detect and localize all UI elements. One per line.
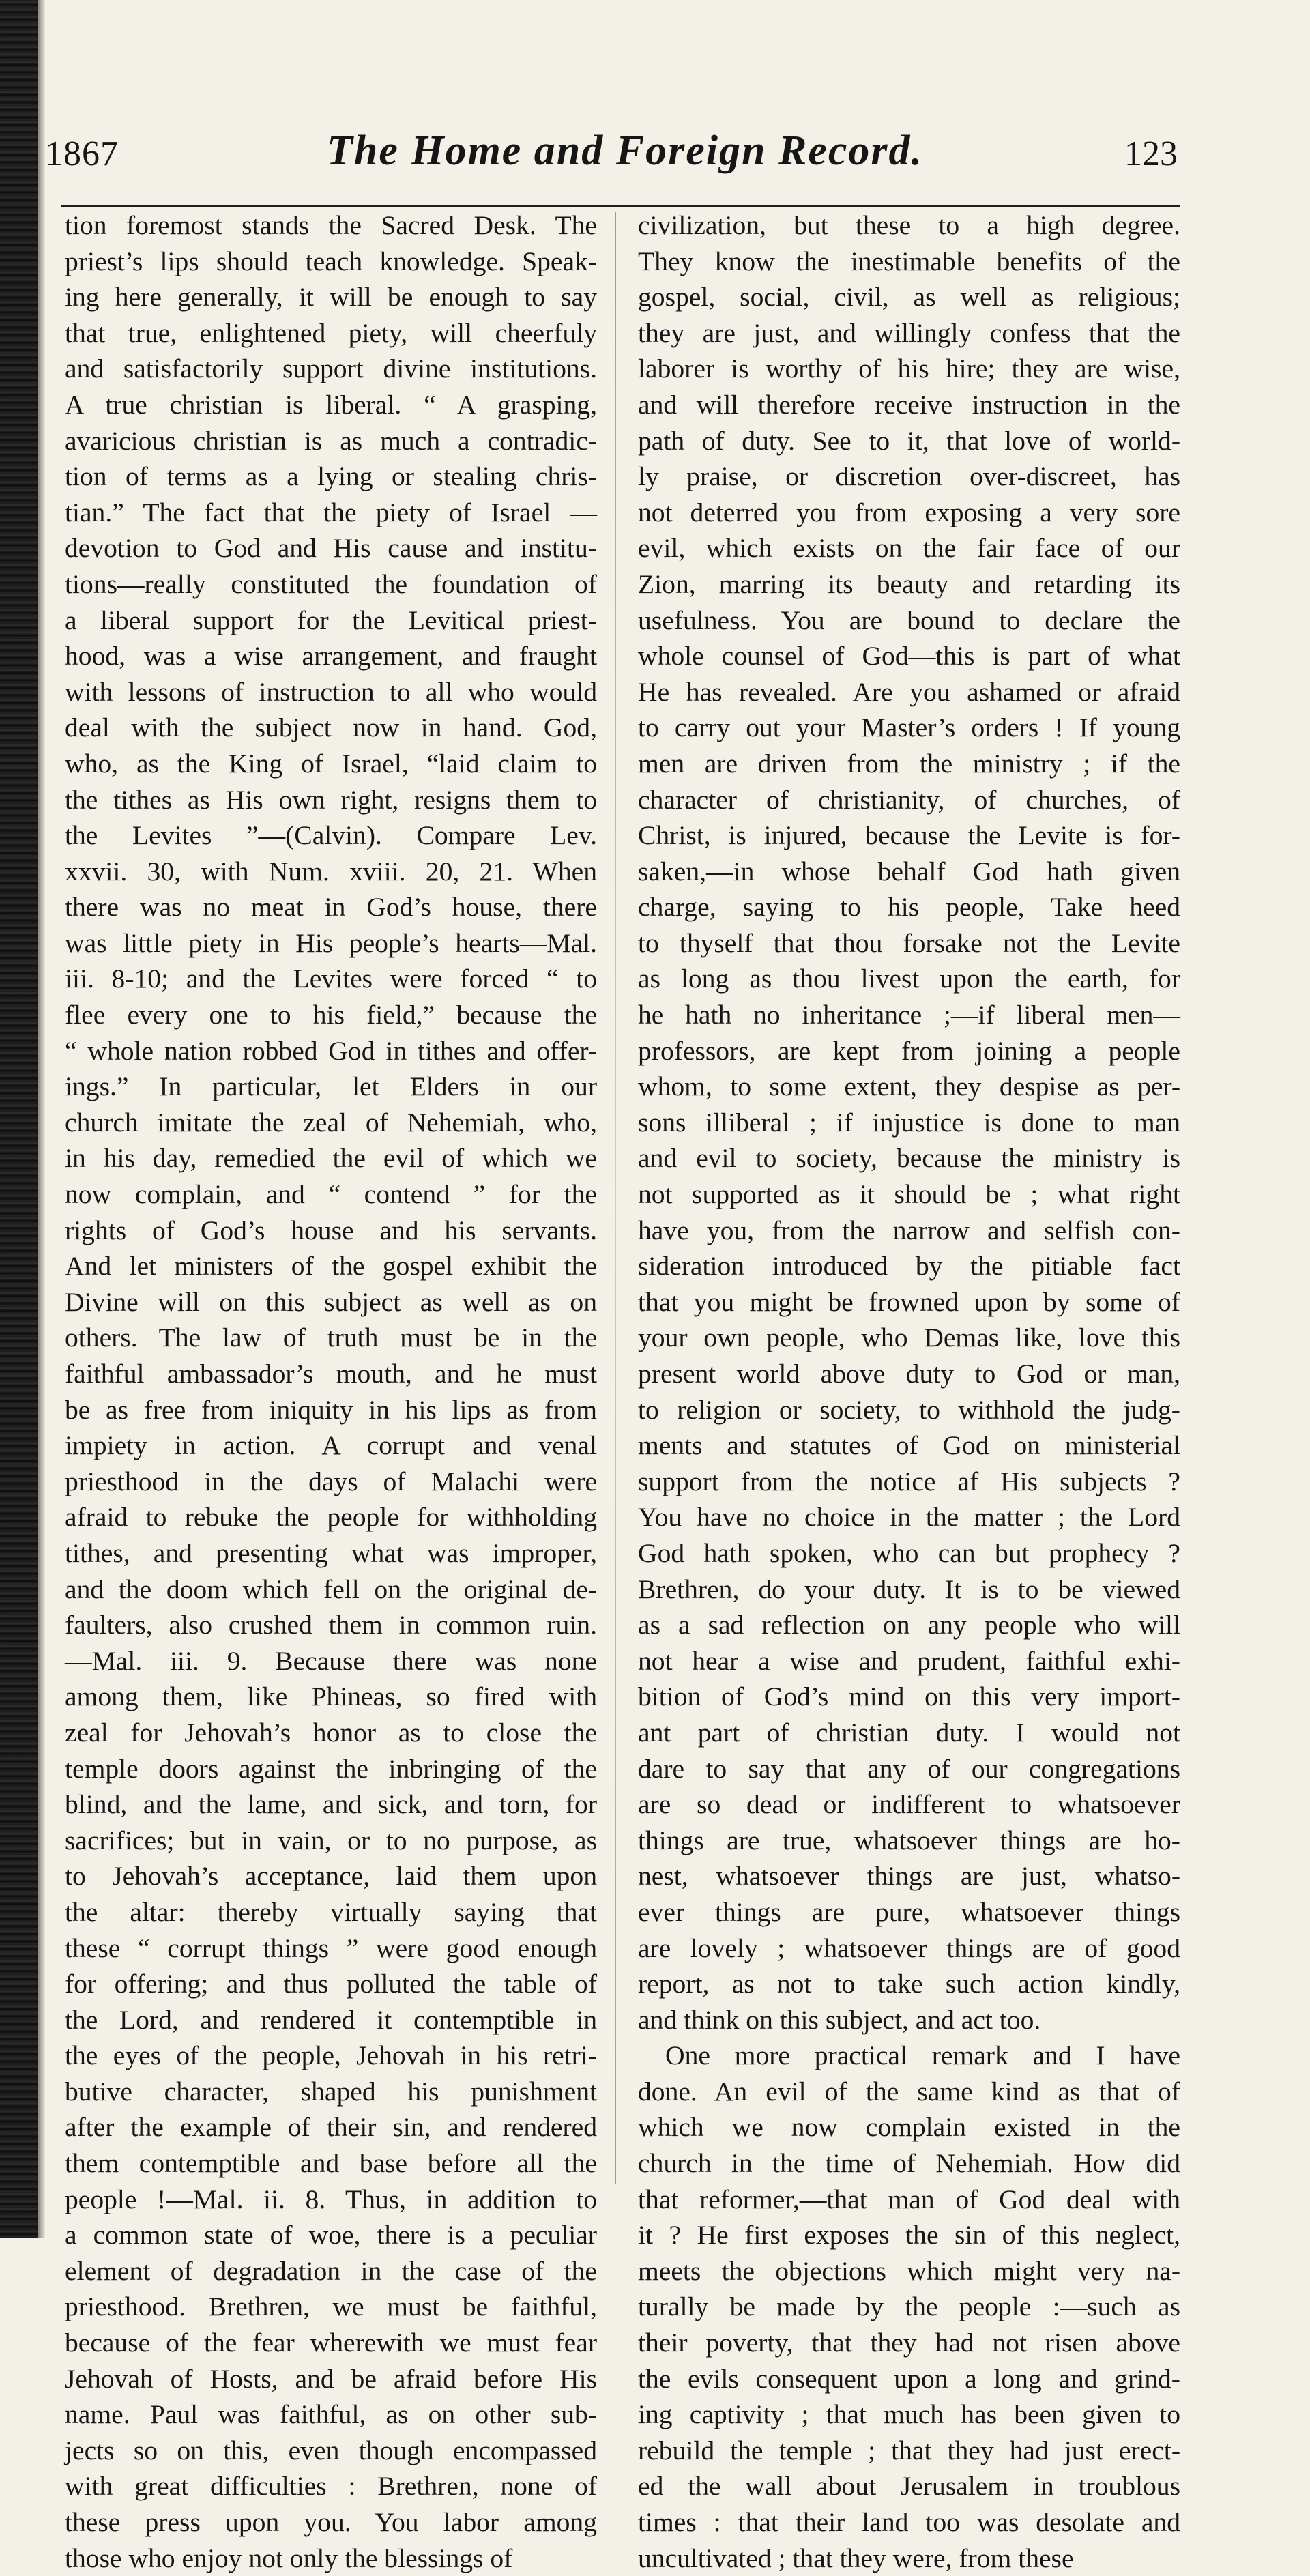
text-line: —Mal. iii. 9. Because there was none [65, 1645, 597, 1676]
text-line: and the doom which fell on the original de- [65, 1574, 597, 1604]
text-line: their poverty, that they had not risen above [638, 2328, 1180, 2358]
text-line: hood, was a wise arrangement, and fraught [65, 641, 597, 671]
text-line: And let ministers of the gospel exhibit the [65, 1251, 597, 1282]
journal-title: The Home and Foreign Record. [326, 128, 924, 174]
text-line: dare to say that any of our congregations [638, 1753, 1180, 1784]
text-line: to religion or society, to withhold the judg- [638, 1394, 1180, 1425]
text-line: Divine will on this subject as well as on [65, 1286, 597, 1317]
column-divider [615, 212, 616, 2184]
text-line: not hear a wise and prudent, faithful exhi- [638, 1645, 1180, 1676]
text-line: xxvii. 30, with Num. xviii. 20, 21. When [65, 856, 597, 886]
header-rule [61, 205, 1180, 207]
text-line: who, as the King of Israel, “laid claim to [65, 748, 597, 779]
text-line: rebuild the temple ; that they had just erect- [638, 2435, 1180, 2465]
text-line: ing here generally, it will be enough to say [65, 282, 597, 313]
text-line: uncultivated ; that they were, from these [638, 2543, 1074, 2573]
text-line: turally be made by the people :—such as [638, 2291, 1180, 2322]
text-line: evil, which exists on the fair face of our [638, 533, 1180, 564]
text-line: ings.” In particular, let Elders in our [65, 1071, 597, 1102]
text-line: your own people, who Demas like, love this [638, 1322, 1180, 1353]
text-line: with great difficulties : Brethren, none of [65, 2471, 597, 2502]
text-line: that true, enlightened piety, will cheerfuly [65, 317, 597, 348]
text-line: God hath spoken, who can but prophecy ? [638, 1537, 1180, 1568]
text-line: temple doors against the inbringing of the [65, 1753, 597, 1784]
text-line: a liberal support for the Levitical priest- [65, 605, 597, 635]
header-year: 1867 [45, 134, 119, 173]
text-line: ing captivity ; that much has been given to [638, 2399, 1180, 2430]
text-line: gospel, social, civil, as well as religious; [638, 282, 1180, 313]
text-line: report, as not to take such action kindly, [638, 1969, 1180, 1999]
text-line: people !—Mal. ii. 8. Thus, in addition to [65, 2184, 597, 2214]
page-number: 123 [1124, 134, 1178, 173]
text-line: these press upon you. You labor among [65, 2507, 597, 2537]
text-line: after the example of their sin, and rendered [65, 2112, 597, 2143]
text-line: ly praise, or discretion over-discreet, has [638, 461, 1180, 492]
text-line: for offering; and thus polluted the table of [65, 1969, 597, 1999]
text-line: he hath no inheritance ;—if liberal men— [638, 1000, 1180, 1030]
text-line: zeal for Jehovah’s honor as to close the [65, 1717, 597, 1748]
text-line: One more practical remark and I have [665, 2040, 1180, 2071]
text-line: Zion, marring its beauty and retarding its [638, 568, 1180, 599]
text-line: tions—really constituted the foundation of [65, 568, 597, 599]
text-line: done. An evil of the same kind as that of [638, 2076, 1180, 2107]
text-line: sons illiberal ; if injustice is done to man [638, 1107, 1180, 1138]
text-line: tion of terms as a lying or stealing chris- [65, 461, 597, 492]
text-line: Christ, is injured, because the Levite is for- [638, 820, 1180, 851]
text-line: the eyes of the people, Jehovah in his retri- [65, 2040, 597, 2071]
text-line: not deterred you from exposing a very sore [638, 497, 1180, 527]
text-line: devotion to God and His cause and institu- [65, 533, 597, 564]
text-line: element of degradation in the case of the [65, 2255, 597, 2286]
text-line: path of duty. See to it, that love of world- [638, 425, 1180, 456]
text-line: a common state of woe, there is a peculiar [65, 2220, 597, 2251]
text-line: have you, from the narrow and selfish con- [638, 1215, 1180, 1245]
text-line: the Levites ”—(Calvin). Compare Lev. [65, 820, 597, 851]
text-line: the tithes as His own right, resigns them to [65, 784, 597, 815]
text-line: ed the wall about Jerusalem in troublous [638, 2471, 1180, 2502]
text-line: among them, like Phineas, so fired with [65, 1681, 597, 1712]
text-line: to Jehovah’s acceptance, laid them upon [65, 1861, 597, 1892]
text-line: priest’s lips should teach knowledge. Speak- [65, 246, 597, 276]
text-line: whole counsel of God—this is part of what [638, 641, 1180, 671]
text-line: meets the objections which might very na- [638, 2255, 1180, 2286]
text-line: be as free from iniquity in his lips as from [65, 1394, 597, 1425]
text-line: are so dead or indifferent to whatsoever [638, 1789, 1180, 1820]
text-line: the Lord, and rendered it contemptible in [65, 2004, 597, 2035]
text-line: sideration introduced by the pitiable fact [638, 1251, 1180, 1282]
text-line: They know the inestimable benefits of the [638, 246, 1180, 276]
text-line: ever things are pure, whatsoever things [638, 1896, 1180, 1927]
text-line: there was no meat in God’s house, there [65, 892, 597, 923]
text-line: sacrifices; but in vain, or to no purpose, as [65, 1825, 597, 1855]
text-line: now complain, and “ contend ” for the [65, 1179, 597, 1210]
text-line: You have no choice in the matter ; the Lord [638, 1502, 1180, 1533]
binding-edge [0, 0, 38, 2238]
text-line: and evil to society, because the ministry is [638, 1143, 1180, 1174]
text-line: tion foremost stands the Sacred Desk. The [65, 210, 597, 240]
text-line: ments and statutes of God on ministerial [638, 1430, 1180, 1461]
text-line: which we now complain existed in the [638, 2112, 1180, 2143]
text-line: present world above duty to God or man, [638, 1359, 1180, 1389]
text-line: character of christianity, of churches, of [638, 784, 1180, 815]
text-line: name. Paul was faithful, as on other sub- [65, 2399, 597, 2430]
text-line: things are true, whatsoever things are ho- [638, 1825, 1180, 1855]
text-line: rights of God’s house and his servants. [65, 1215, 597, 1245]
text-line: bition of God’s mind on this very import- [638, 1681, 1180, 1712]
text-line: church in the time of Nehemiah. How did [638, 2148, 1180, 2179]
text-line: flee every one to his field,” because the [65, 1000, 597, 1030]
text-line: blind, and the lame, and sick, and torn, for [65, 1789, 597, 1820]
text-line: impiety in action. A corrupt and venal [65, 1430, 597, 1461]
text-line: them contemptible and base before all the [65, 2148, 597, 2179]
running-header [45, 127, 1178, 188]
text-line: Brethren, do your duty. It is to be viewed [638, 1574, 1180, 1604]
text-line: because of the fear wherewith we must fear [65, 2328, 597, 2358]
text-line: not supported as it should be ; what right [638, 1179, 1180, 1210]
text-line: laborer is worthy of his hire; they are wise, [638, 353, 1180, 384]
text-line: to thyself that thou forsake not the Levite [638, 927, 1180, 958]
text-line: faithful ambassador’s mouth, and he must [65, 1359, 597, 1389]
text-line: those who enjoy not only the blessings of [65, 2543, 513, 2573]
text-line: and think on this subject, and act too. [638, 2004, 1041, 2035]
text-line: civilization, but these to a high degree. [638, 210, 1180, 240]
text-line: saken,—in whose behalf God hath given [638, 856, 1180, 886]
text-line: avaricious christian is as much a contradic- [65, 425, 597, 456]
text-line: faulters, also crushed them in common ruin. [65, 1610, 597, 1640]
text-line: the altar: thereby virtually saying that [65, 1896, 597, 1927]
text-line: as a sad reflection on any people who will [638, 1610, 1180, 1640]
text-line: professors, are kept from joining a people [638, 1035, 1180, 1066]
text-line: that you might be frowned upon by some of [638, 1286, 1180, 1317]
text-line: A true christian is liberal. “ A grasping, [65, 389, 597, 420]
text-line: “ whole nation robbed God in tithes and offer- [65, 1035, 597, 1066]
text-line: Jehovah of Hosts, and be afraid before His [65, 2363, 597, 2394]
text-line: it ? He first exposes the sin of this neglect, [638, 2220, 1180, 2251]
text-line: butive character, shaped his punishment [65, 2076, 597, 2107]
text-line: with lessons of instruction to all who would [65, 676, 597, 707]
text-line: are lovely ; whatsoever things are of good [638, 1933, 1180, 1963]
text-line: tithes, and presenting what was improper, [65, 1537, 597, 1568]
text-line: was little piety in His people’s hearts—Mal. [65, 927, 597, 958]
text-line: in his day, remedied the evil of which we [65, 1143, 597, 1174]
text-line: that reformer,—that man of God deal with [638, 2184, 1180, 2214]
text-line: they are just, and willingly confess that the [638, 317, 1180, 348]
text-line: whom, to some extent, they despise as per- [638, 1071, 1180, 1102]
text-line: charge, saying to his people, Take heed [638, 892, 1180, 923]
text-line: priesthood in the days of Malachi were [65, 1466, 597, 1496]
text-line: others. The law of truth must be in the [65, 1322, 597, 1353]
text-line: these “ corrupt things ” were good enough [65, 1933, 597, 1963]
text-line: deal with the subject now in hand. God, [65, 712, 597, 743]
text-line: ant part of christian duty. I would not [638, 1717, 1180, 1748]
text-line: as long as thou livest upon the earth, for [638, 964, 1180, 994]
text-line: to carry out your Master’s orders ! If young [638, 712, 1180, 743]
text-line: usefulness. You are bound to declare the [638, 605, 1180, 635]
text-line: and will therefore receive instruction in the [638, 389, 1180, 420]
text-line: iii. 8-10; and the Levites were forced “ to [65, 964, 597, 994]
text-line: priesthood. Brethren, we must be faithful, [65, 2291, 597, 2322]
text-line: men are driven from the ministry ; if the [638, 748, 1180, 779]
text-line: and satisfactorily support divine institutions. [65, 353, 597, 384]
text-line: nest, whatsoever things are just, whatso- [638, 1861, 1180, 1892]
page-gutter-shadow [38, 0, 45, 2238]
left-text-column [65, 207, 597, 2576]
text-line: church imitate the zeal of Nehemiah, who, [65, 1107, 597, 1138]
text-line: He has revealed. Are you ashamed or afraid [638, 676, 1180, 707]
text-line: afraid to rebuke the people for withholding [65, 1502, 597, 1533]
text-line: the evils consequent upon a long and grind- [638, 2363, 1180, 2394]
text-line: jects so on this, even though encompassed [65, 2435, 597, 2465]
right-text-column [638, 207, 1180, 2576]
text-line: times : that their land too was desolate and [638, 2507, 1180, 2537]
text-line: tian.” The fact that the piety of Israel — [65, 497, 597, 527]
text-line: support from the notice af His subjects ? [638, 1466, 1180, 1496]
